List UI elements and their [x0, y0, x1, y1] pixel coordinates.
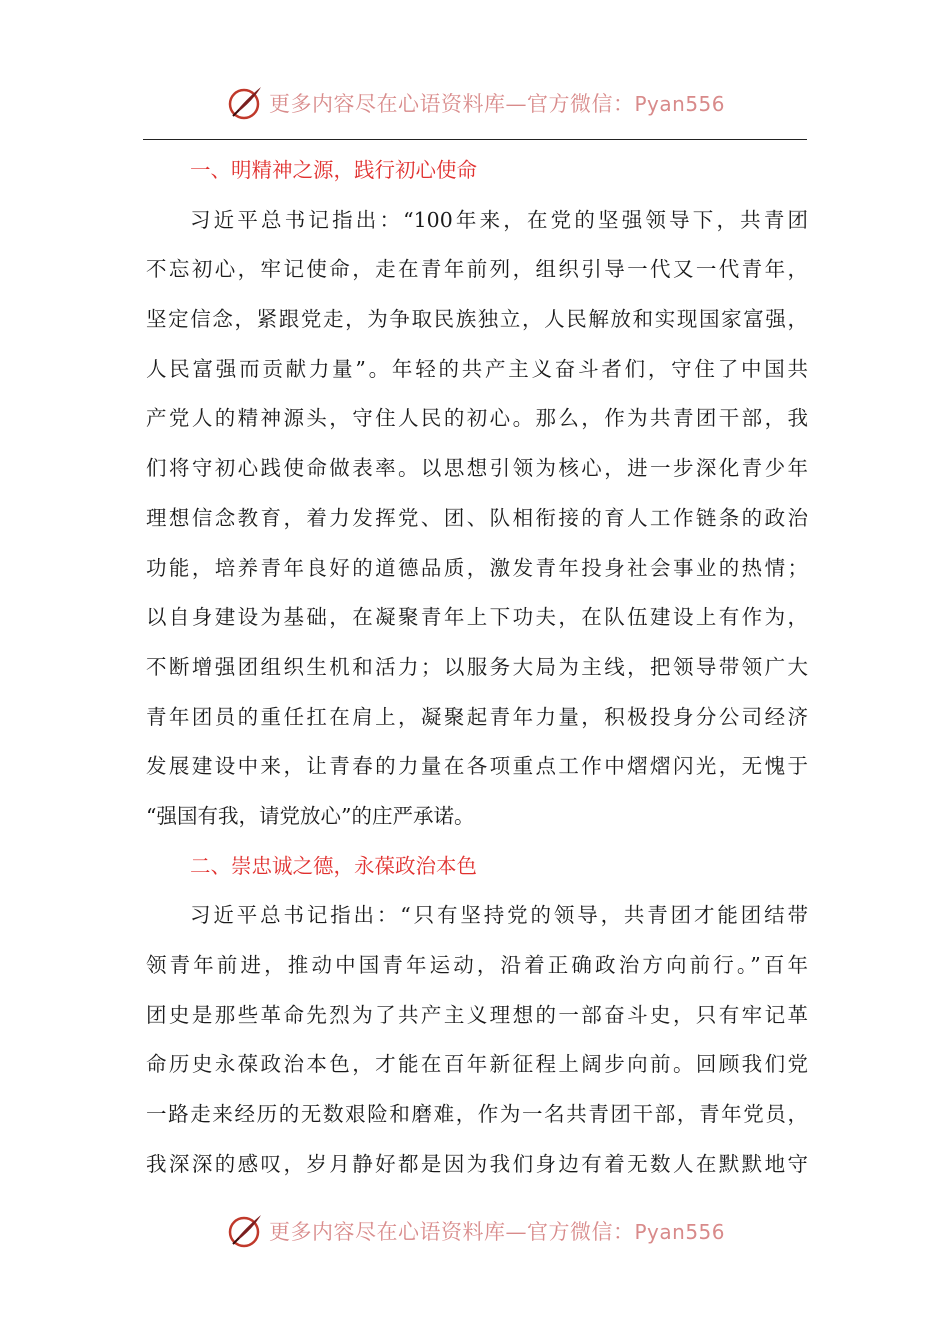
footer-watermark-banner	[0, 1206, 950, 1256]
paragraph-line: 习近平总书记指出：“只有坚持党的领导，共青团才能团结带	[190, 903, 808, 928]
paragraph-line: 领青年前进，推动中国青年运动，沿着正确政治方向前行。”百年	[146, 953, 808, 977]
header-watermark-banner	[0, 78, 950, 128]
section-heading: 二、崇忠诚之德，永葆政治本色	[190, 853, 477, 878]
paragraph-line: 以自身建设为基础，在凝聚青年上下功夫，在队伍建设上有作为，	[146, 605, 808, 630]
document-body	[146, 146, 808, 1189]
banner-text: 更多内容尽在心语资料库—官方微信：Pyan556	[268, 1220, 725, 1244]
paragraph-line: 发展建设中来，让青春的力量在各项重点工作中熠熠闪光，无愧于	[146, 754, 808, 779]
paragraph-line: 青年团员的重任扛在肩上，凝聚起青年力量，积极投身分公司经济	[146, 704, 808, 729]
paragraph-line: 坚定信念，紧跟党走，为争取民族独立，人民解放和实现国家富强，	[146, 307, 808, 332]
paragraph-line: “强国有我，请党放心”的庄严承诺。	[146, 803, 475, 828]
paragraph-line: 们将守初心践使命做表率。以思想引领为核心，进一步深化青少年	[146, 456, 808, 481]
section-heading: 一、明精神之源，践行初心使命	[190, 158, 477, 182]
quill-logo-icon	[225, 1211, 265, 1251]
paragraph-line: 功能，培养青年良好的道德品质，激发青年投身社会事业的热情；	[146, 555, 808, 580]
paragraph-line: 我深深的感叹，岁月静好都是因为我们身边有着无数人在默默地守	[146, 1151, 808, 1176]
paragraph-line: 不忘初心，牢记使命，走在青年前列，组织引导一代又一代青年，	[146, 257, 808, 282]
header-divider	[143, 139, 807, 140]
paragraph-line: 产党人的精神源头，守住人民的初心。那么，作为共青团干部，我	[146, 406, 808, 431]
paragraph-line: 人民富强而贡献力量”。年轻的共产主义奋斗者们，守住了中国共	[146, 356, 808, 381]
paragraph-line: 习近平总书记指出：“100年来，在党的坚强领导下，共青团	[190, 207, 808, 232]
paragraph-line: 团史是那些革命先烈为了共产主义理想的一部奋斗史，只有牢记革	[146, 1002, 808, 1027]
banner-text: 更多内容尽在心语资料库—官方微信：Pyan556	[268, 92, 725, 116]
paragraph-line: 理想信念教育，着力发挥党、团、队相衔接的育人工作链条的政治	[146, 505, 808, 530]
quill-logo-icon	[225, 83, 265, 123]
paragraph-line: 一路走来经历的无数艰险和磨难，作为一名共青团干部，青年党员，	[146, 1102, 808, 1127]
paragraph-line: 不断增强团组织生机和活力；以服务大局为主线，把领导带领广大	[146, 654, 808, 679]
paragraph-line: 命历史永葆政治本色，才能在百年新征程上阔步向前。回顾我们党	[146, 1052, 808, 1077]
